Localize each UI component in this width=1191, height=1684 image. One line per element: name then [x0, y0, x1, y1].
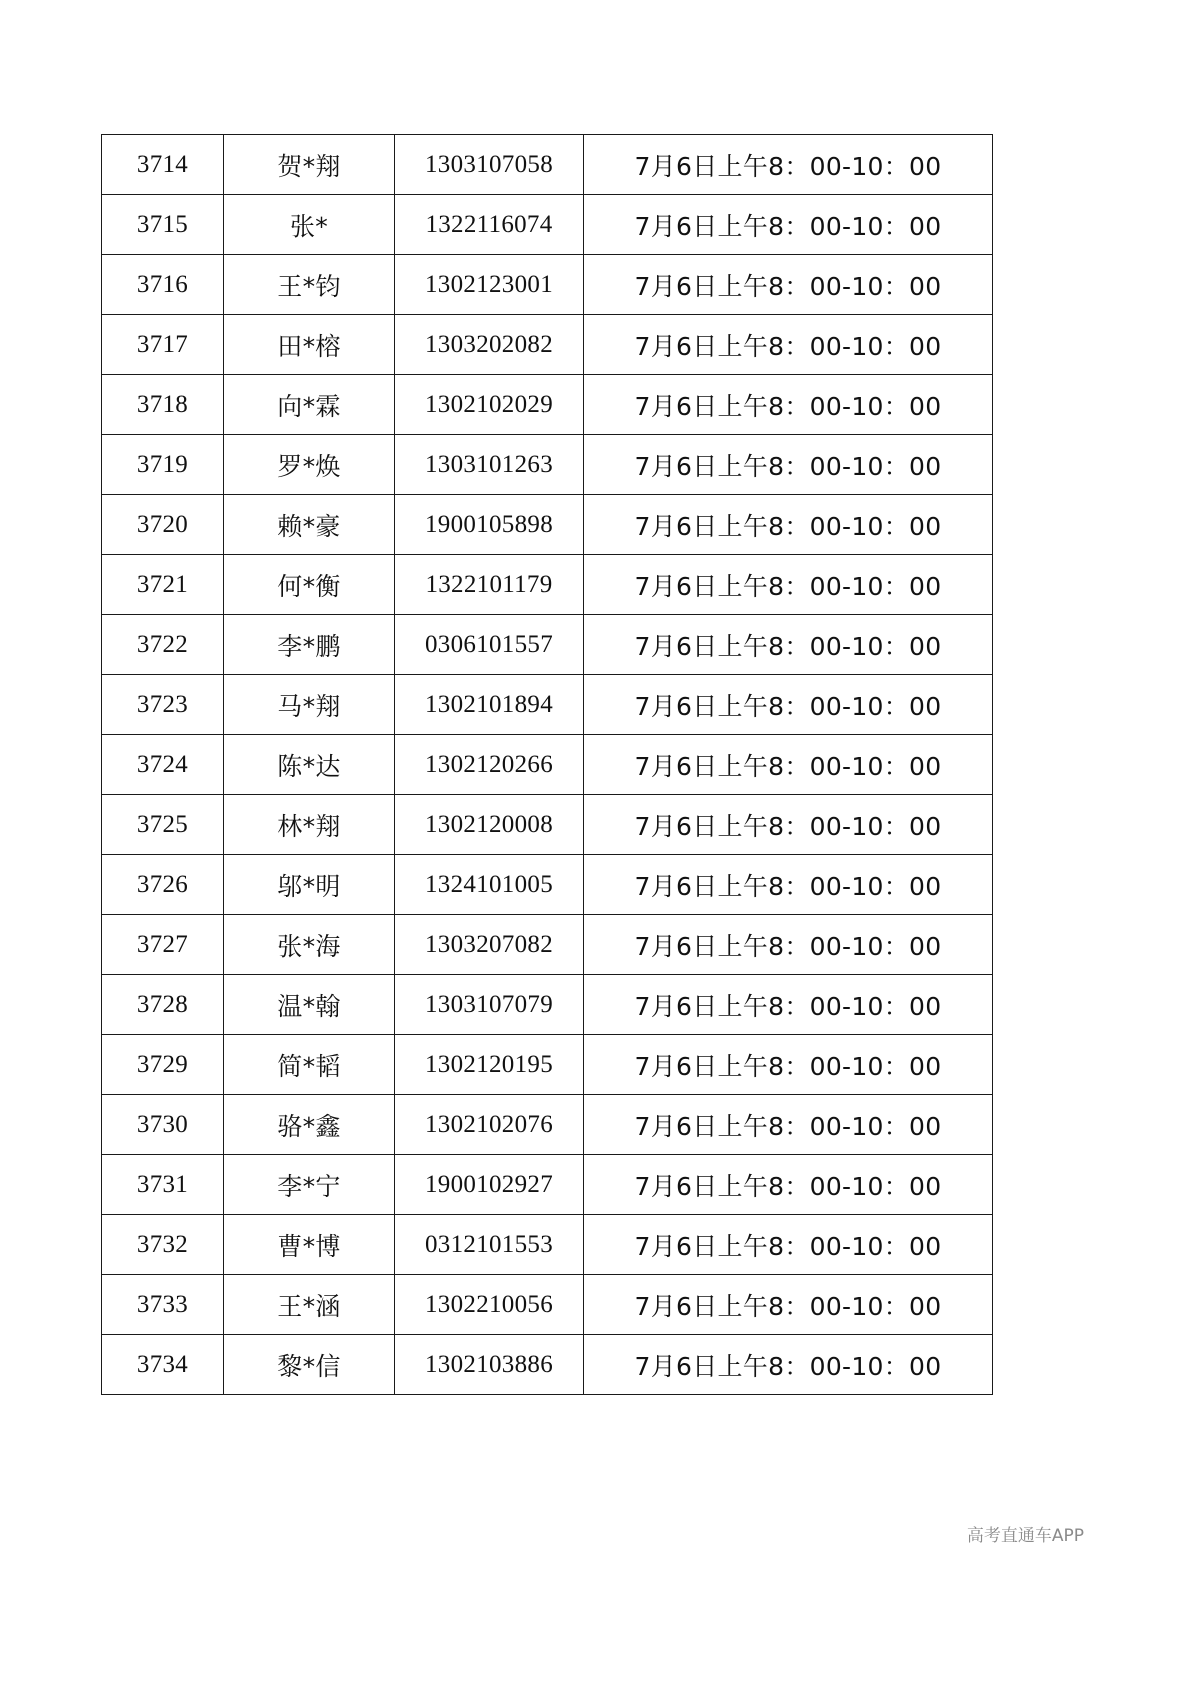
time-slot: 7月6日上午8：00-10：00 [584, 1095, 993, 1155]
masked-name: 贺*翔 [224, 135, 395, 195]
time-slot: 7月6日上午8：00-10：00 [584, 435, 993, 495]
masked-name: 陈*达 [224, 735, 395, 795]
id-number: 1302120266 [395, 735, 584, 795]
roster-table [101, 134, 993, 1395]
row-number: 3733 [102, 1275, 224, 1335]
time-slot: 7月6日上午8：00-10：00 [584, 675, 993, 735]
time-slot: 7月6日上午8：00-10：00 [584, 975, 993, 1035]
id-number: 1303107058 [395, 135, 584, 195]
masked-name: 王*钧 [224, 255, 395, 315]
time-slot: 7月6日上午8：00-10：00 [584, 1215, 993, 1275]
table-row [102, 1095, 993, 1155]
row-number: 3715 [102, 195, 224, 255]
table-row [102, 135, 993, 195]
time-slot: 7月6日上午8：00-10：00 [584, 255, 993, 315]
masked-name: 张* [224, 195, 395, 255]
table-row [102, 795, 993, 855]
row-number: 3722 [102, 615, 224, 675]
masked-name: 罗*焕 [224, 435, 395, 495]
row-number: 3734 [102, 1335, 224, 1395]
masked-name: 赖*豪 [224, 495, 395, 555]
table-row [102, 675, 993, 735]
time-slot: 7月6日上午8：00-10：00 [584, 195, 993, 255]
time-slot: 7月6日上午8：00-10：00 [584, 1035, 993, 1095]
table-row [102, 495, 993, 555]
table-row [102, 1155, 993, 1215]
masked-name: 何*衡 [224, 555, 395, 615]
row-number: 3730 [102, 1095, 224, 1155]
masked-name: 田*榕 [224, 315, 395, 375]
table-row [102, 735, 993, 795]
row-number: 3720 [102, 495, 224, 555]
row-number: 3727 [102, 915, 224, 975]
id-number: 1302101894 [395, 675, 584, 735]
id-number: 1303107079 [395, 975, 584, 1035]
id-number: 0312101553 [395, 1215, 584, 1275]
masked-name: 骆*鑫 [224, 1095, 395, 1155]
table-row [102, 915, 993, 975]
id-number: 1900102927 [395, 1155, 584, 1215]
row-number: 3731 [102, 1155, 224, 1215]
id-number: 1900105898 [395, 495, 584, 555]
id-number: 1302120008 [395, 795, 584, 855]
id-number: 1302102029 [395, 375, 584, 435]
id-number: 0306101557 [395, 615, 584, 675]
row-number: 3718 [102, 375, 224, 435]
time-slot: 7月6日上午8：00-10：00 [584, 855, 993, 915]
time-slot: 7月6日上午8：00-10：00 [584, 1335, 993, 1395]
masked-name: 简*韬 [224, 1035, 395, 1095]
row-number: 3717 [102, 315, 224, 375]
table-row [102, 975, 993, 1035]
table-row [102, 435, 993, 495]
row-number: 3723 [102, 675, 224, 735]
masked-name: 曹*博 [224, 1215, 395, 1275]
table-row [102, 555, 993, 615]
time-slot: 7月6日上午8：00-10：00 [584, 495, 993, 555]
row-number: 3724 [102, 735, 224, 795]
masked-name: 向*霖 [224, 375, 395, 435]
table-row [102, 315, 993, 375]
masked-name: 温*翰 [224, 975, 395, 1035]
time-slot: 7月6日上午8：00-10：00 [584, 1155, 993, 1215]
time-slot: 7月6日上午8：00-10：00 [584, 315, 993, 375]
masked-name: 王*涵 [224, 1275, 395, 1335]
time-slot: 7月6日上午8：00-10：00 [584, 795, 993, 855]
table-row [102, 255, 993, 315]
time-slot: 7月6日上午8：00-10：00 [584, 375, 993, 435]
table-row [102, 855, 993, 915]
time-slot: 7月6日上午8：00-10：00 [584, 1275, 993, 1335]
table-row [102, 615, 993, 675]
table-row [102, 1035, 993, 1095]
masked-name: 林*翔 [224, 795, 395, 855]
row-number: 3719 [102, 435, 224, 495]
masked-name: 李*鹏 [224, 615, 395, 675]
id-number: 1324101005 [395, 855, 584, 915]
time-slot: 7月6日上午8：00-10：00 [584, 555, 993, 615]
row-number: 3729 [102, 1035, 224, 1095]
row-number: 3726 [102, 855, 224, 915]
masked-name: 马*翔 [224, 675, 395, 735]
id-number: 1322116074 [395, 195, 584, 255]
masked-name: 张*海 [224, 915, 395, 975]
id-number: 1302120195 [395, 1035, 584, 1095]
id-number: 1302102076 [395, 1095, 584, 1155]
row-number: 3732 [102, 1215, 224, 1275]
time-slot: 7月6日上午8：00-10：00 [584, 135, 993, 195]
table-row [102, 1215, 993, 1275]
id-number: 1303207082 [395, 915, 584, 975]
row-number: 3725 [102, 795, 224, 855]
table-row [102, 195, 993, 255]
id-number: 1302103886 [395, 1335, 584, 1395]
time-slot: 7月6日上午8：00-10：00 [584, 915, 993, 975]
table-row [102, 375, 993, 435]
row-number: 3714 [102, 135, 224, 195]
time-slot: 7月6日上午8：00-10：00 [584, 735, 993, 795]
roster-table-body [102, 135, 993, 1395]
table-row [102, 1335, 993, 1395]
row-number: 3728 [102, 975, 224, 1035]
row-number: 3721 [102, 555, 224, 615]
time-slot: 7月6日上午8：00-10：00 [584, 615, 993, 675]
id-number: 1302210056 [395, 1275, 584, 1335]
watermark: 高考直通车APP [966, 1526, 1084, 1546]
id-number: 1303202082 [395, 315, 584, 375]
masked-name: 黎*信 [224, 1335, 395, 1395]
row-number: 3716 [102, 255, 224, 315]
id-number: 1303101263 [395, 435, 584, 495]
table-row [102, 1275, 993, 1335]
masked-name: 李*宁 [224, 1155, 395, 1215]
masked-name: 邬*明 [224, 855, 395, 915]
id-number: 1302123001 [395, 255, 584, 315]
id-number: 1322101179 [395, 555, 584, 615]
